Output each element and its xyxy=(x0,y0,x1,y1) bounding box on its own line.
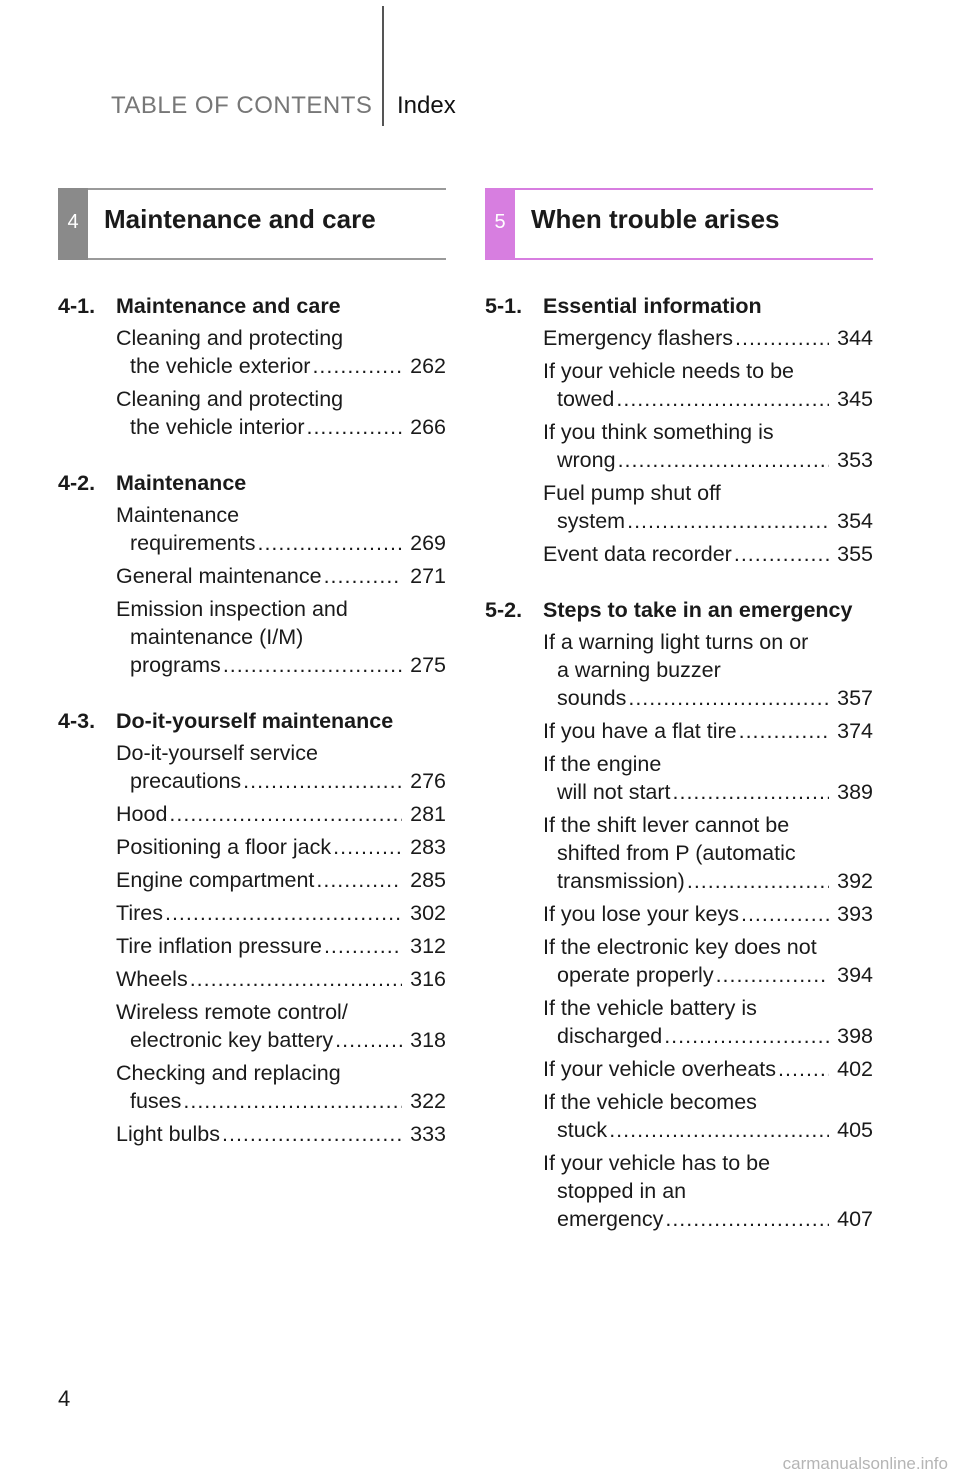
toc-entry-text: General maintenance xyxy=(116,564,322,588)
page-ref: 357 xyxy=(837,686,873,710)
toc-entry-text: If the engine xyxy=(543,752,662,776)
toc-entry-last-line xyxy=(116,529,446,557)
dot-leader xyxy=(628,684,829,712)
toc-entry-text: programs xyxy=(130,653,221,677)
toc-entry-last-line xyxy=(543,867,873,895)
toc-entry[interactable] xyxy=(543,900,873,928)
section-header xyxy=(485,188,873,260)
toc-entry-last-line xyxy=(543,324,873,352)
dot-leader xyxy=(616,385,829,413)
toc-entry-text: Hood xyxy=(116,802,168,826)
toc-entry-text: maintenance (I/M) xyxy=(130,625,304,649)
toc-entry-text: If you think something is xyxy=(543,420,774,444)
subsection-heading[interactable] xyxy=(58,467,446,499)
subsection-number: 5-1. xyxy=(485,294,523,318)
section-5-column xyxy=(485,188,873,1259)
toc-item-list xyxy=(485,628,873,1233)
toc-entry-last-line xyxy=(116,1026,446,1054)
subsection-title: Do-it-yourself maintenance xyxy=(116,709,394,733)
toc-entry-last-line xyxy=(116,352,446,380)
toc-entry-last-line xyxy=(543,684,873,712)
toc-entry[interactable] xyxy=(543,418,873,474)
page-ref: 405 xyxy=(837,1118,873,1142)
toc-entry[interactable] xyxy=(116,932,446,960)
toc-entry-text: Do-it-yourself service xyxy=(116,741,318,765)
nav-divider xyxy=(382,6,384,126)
toc-entry-text: requirements xyxy=(130,531,256,555)
toc-entry[interactable] xyxy=(543,479,873,535)
subsection-list xyxy=(58,290,446,1148)
toc-entry-last-line xyxy=(543,1055,873,1083)
dot-leader xyxy=(190,965,402,993)
page-ref: 266 xyxy=(410,415,446,439)
subsection xyxy=(58,467,446,679)
toc-entry-text: Positioning a floor jack xyxy=(116,835,332,859)
toc-entry-text: Light bulbs xyxy=(116,1122,220,1146)
toc-entry-last-line xyxy=(543,385,873,413)
dot-leader xyxy=(609,1116,829,1144)
page-ref: 262 xyxy=(410,354,446,378)
toc-entry-last-line xyxy=(116,800,446,828)
dot-leader xyxy=(739,717,829,745)
dot-leader xyxy=(324,932,402,960)
toc-entry-last-line xyxy=(116,932,446,960)
watermark: carmanualsonline.info xyxy=(782,1454,948,1473)
subsection xyxy=(485,594,873,1233)
page-ref: 269 xyxy=(410,531,446,555)
page-ref: 398 xyxy=(837,1024,873,1048)
dot-leader xyxy=(312,352,402,380)
toc-entry[interactable] xyxy=(116,1059,446,1115)
page-number: 4 xyxy=(58,1386,71,1411)
subsection-heading[interactable] xyxy=(58,705,446,737)
toc-entry-last-line xyxy=(116,413,446,441)
toc-entry-text: sounds xyxy=(557,686,627,710)
dot-leader xyxy=(734,540,829,568)
toc-entry-text: Tire inflation pressure xyxy=(116,934,322,958)
dot-leader xyxy=(257,529,402,557)
toc-entry-last-line xyxy=(543,900,873,928)
toc-entry-last-line xyxy=(543,961,873,989)
toc-entry-last-line xyxy=(543,1022,873,1050)
dot-leader xyxy=(243,767,402,795)
page-ref: 302 xyxy=(410,901,446,925)
toc-entry[interactable] xyxy=(543,717,873,745)
dot-leader xyxy=(222,1120,402,1148)
page-ref: 281 xyxy=(410,802,446,826)
toc-item-list xyxy=(485,324,873,568)
toc-entry[interactable] xyxy=(543,324,873,352)
toc-entry-text: stopped in an xyxy=(557,1179,687,1203)
subsection-number: 4-3. xyxy=(58,709,96,733)
toc-entry[interactable] xyxy=(116,1120,446,1148)
toc-entry[interactable] xyxy=(543,1149,873,1233)
toc-entry-text: Cleaning and protecting xyxy=(116,387,344,411)
toc-entry-text: Wheels xyxy=(116,967,188,991)
page-ref: 355 xyxy=(837,542,873,566)
toc-entry-text: Tires xyxy=(116,901,163,925)
toc-entry-text: If a warning light turns on or xyxy=(543,630,809,654)
subsection xyxy=(58,705,446,1148)
toc-entry-text: If your vehicle overheats xyxy=(543,1057,777,1081)
toc-entry[interactable] xyxy=(543,628,873,712)
dot-leader xyxy=(183,1087,402,1115)
toc-entry-text: If the shift lever cannot be xyxy=(543,813,790,837)
page-ref: 275 xyxy=(410,653,446,677)
section-number-tab: 4 xyxy=(58,188,88,260)
toc-entry[interactable] xyxy=(116,866,446,894)
toc-entry-text: Event data recorder xyxy=(543,542,732,566)
toc-entry-text: Emission inspection and xyxy=(116,597,348,621)
subsection-list xyxy=(485,290,873,1233)
subsection-title: Maintenance and care xyxy=(116,294,341,318)
dot-leader xyxy=(665,1205,829,1233)
toc-entry[interactable] xyxy=(116,595,446,679)
toc-entry[interactable] xyxy=(543,1055,873,1083)
subsection xyxy=(58,290,446,441)
dot-leader xyxy=(741,900,829,928)
subsection xyxy=(485,290,873,568)
dot-leader xyxy=(618,446,829,474)
page-ref: 354 xyxy=(837,509,873,533)
page-ref: 276 xyxy=(410,769,446,793)
toc-entry-text: Cleaning and protecting xyxy=(116,326,344,350)
page-ref: 392 xyxy=(837,869,873,893)
subsection-heading[interactable] xyxy=(485,594,873,626)
toc-entry-text: Maintenance xyxy=(116,503,240,527)
page-ref: 312 xyxy=(410,934,446,958)
toc-entry-last-line xyxy=(116,899,446,927)
subsection-heading[interactable] xyxy=(58,290,446,322)
subsection-number: 5-2. xyxy=(485,598,523,622)
page-ref: 333 xyxy=(410,1122,446,1146)
toc-entry[interactable] xyxy=(116,324,446,380)
page-ref: 402 xyxy=(837,1057,873,1081)
dot-leader xyxy=(316,866,402,894)
toc-entry[interactable] xyxy=(116,998,446,1054)
toc-entry-text: If the vehicle battery is xyxy=(543,996,757,1020)
toc-entry-last-line xyxy=(543,1205,873,1233)
toc-entry-text: If the vehicle becomes xyxy=(543,1090,757,1114)
page-ref: 318 xyxy=(410,1028,446,1052)
toc-entry-text: discharged xyxy=(557,1024,663,1048)
page-ref: 374 xyxy=(837,719,873,743)
dot-leader xyxy=(165,899,402,927)
toc-entry-text: If your vehicle has to be xyxy=(543,1151,771,1175)
header-rule-bottom xyxy=(485,258,873,260)
toc-entry-text: precautions xyxy=(130,769,242,793)
top-navigation xyxy=(0,0,960,130)
toc-entry[interactable] xyxy=(116,833,446,861)
toc-entry-text: operate properly xyxy=(557,963,714,987)
section-header xyxy=(58,188,446,260)
page-ref: 283 xyxy=(410,835,446,859)
toc-entry[interactable] xyxy=(116,739,446,795)
toc-entry-last-line xyxy=(116,1120,446,1148)
dot-leader xyxy=(716,961,829,989)
dot-leader xyxy=(627,507,829,535)
header-rule-top xyxy=(485,188,873,190)
toc-item-list xyxy=(58,501,446,679)
toc-entry-last-line xyxy=(116,965,446,993)
toc-entry[interactable] xyxy=(116,800,446,828)
toc-entry-text: If you lose your keys xyxy=(543,902,739,926)
toc-entry-last-line xyxy=(116,866,446,894)
toc-entry-last-line xyxy=(543,507,873,535)
section-4-column xyxy=(58,188,446,1174)
page-ref: 344 xyxy=(837,326,873,350)
page-ref: 353 xyxy=(837,448,873,472)
toc-item-list xyxy=(58,739,446,1148)
toc-entry-text: If the electronic key does not xyxy=(543,935,817,959)
toc-entry[interactable] xyxy=(116,501,446,557)
page-ref: 394 xyxy=(837,963,873,987)
toc-entry[interactable] xyxy=(116,385,446,441)
toc-entry-text: will not start xyxy=(557,780,671,804)
toc-entry-last-line xyxy=(116,833,446,861)
page-ref: 389 xyxy=(837,780,873,804)
toc-entry-text: stuck xyxy=(557,1118,608,1142)
toc-entry[interactable] xyxy=(116,965,446,993)
dot-leader xyxy=(306,413,402,441)
toc-entry-last-line xyxy=(116,651,446,679)
toc-entry-last-line xyxy=(116,1087,446,1115)
toc-entry-text: electronic key battery xyxy=(130,1028,334,1052)
subsection-title: Maintenance xyxy=(116,471,247,495)
dot-leader xyxy=(673,778,829,806)
dot-leader xyxy=(169,800,402,828)
toc-entry[interactable] xyxy=(116,899,446,927)
toc-entry[interactable] xyxy=(543,1088,873,1144)
toc-entry-last-line xyxy=(543,446,873,474)
subsection-title: Essential information xyxy=(543,294,762,318)
page-ref: 393 xyxy=(837,902,873,926)
toc-entry-text: towed xyxy=(557,387,615,411)
toc-item-list xyxy=(58,324,446,441)
page-ref: 322 xyxy=(410,1089,446,1113)
section-title[interactable]: Maintenance and care xyxy=(104,204,376,234)
toc-entry-last-line xyxy=(543,540,873,568)
toc-entry-text: Engine compartment xyxy=(116,868,315,892)
dot-leader xyxy=(333,833,402,861)
section-number-tab: 5 xyxy=(485,188,515,260)
toc-entry-text: a warning buzzer xyxy=(557,658,721,682)
toc-entry-text: If your vehicle needs to be xyxy=(543,359,794,383)
page-ref: 271 xyxy=(410,564,446,588)
toc-entry-text: wrong xyxy=(557,448,616,472)
subsection-title: Steps to take in an emergency xyxy=(543,598,853,622)
toc-entry-last-line xyxy=(543,778,873,806)
subsection-heading[interactable] xyxy=(485,290,873,322)
dot-leader xyxy=(664,1022,829,1050)
toc-entry-text: Checking and replacing xyxy=(116,1061,341,1085)
dot-leader xyxy=(735,324,829,352)
toc-entry-text: transmission) xyxy=(557,869,685,893)
toc-entry-text: emergency xyxy=(557,1207,664,1231)
toc-entry-text: Emergency flashers xyxy=(543,326,733,350)
dot-leader xyxy=(778,1055,829,1083)
toc-entry-text: Wireless remote control/ xyxy=(116,1000,348,1024)
toc-entry-text: system xyxy=(557,509,626,533)
section-title[interactable]: When trouble arises xyxy=(531,204,780,234)
toc-entry-last-line xyxy=(543,717,873,745)
toc-entry[interactable] xyxy=(543,933,873,989)
toc-entry[interactable] xyxy=(543,750,873,806)
toc-entry-text: the vehicle interior xyxy=(130,415,305,439)
header-rule-bottom xyxy=(58,258,446,260)
toc-entry-last-line xyxy=(116,767,446,795)
index-link[interactable]: Index xyxy=(397,92,456,119)
toc-entry[interactable] xyxy=(116,562,446,590)
toc-entry-text: Fuel pump shut off xyxy=(543,481,721,505)
toc-entry[interactable] xyxy=(543,540,873,568)
dot-leader xyxy=(335,1026,402,1054)
page-ref: 345 xyxy=(837,387,873,411)
toc-entry-text: fuses xyxy=(130,1089,182,1113)
subsection-number: 4-2. xyxy=(58,471,96,495)
toc-entry[interactable] xyxy=(543,811,873,895)
dot-leader xyxy=(223,651,402,679)
dot-leader xyxy=(687,867,829,895)
toc-entry-text: the vehicle exterior xyxy=(130,354,311,378)
table-of-contents-link[interactable]: TABLE OF CONTENTS xyxy=(111,92,373,119)
toc-entry-last-line xyxy=(543,1116,873,1144)
toc-entry-text: shifted from P (automatic xyxy=(557,841,796,865)
toc-entry[interactable] xyxy=(543,994,873,1050)
subsection-number: 4-1. xyxy=(58,294,96,318)
toc-entry-last-line xyxy=(116,562,446,590)
page-ref: 316 xyxy=(410,967,446,991)
header-rule-top xyxy=(58,188,446,190)
toc-entry-text: If you have a flat tire xyxy=(543,719,737,743)
page-ref: 407 xyxy=(837,1207,873,1231)
toc-entry[interactable] xyxy=(543,357,873,413)
page-ref: 285 xyxy=(410,868,446,892)
dot-leader xyxy=(324,562,402,590)
